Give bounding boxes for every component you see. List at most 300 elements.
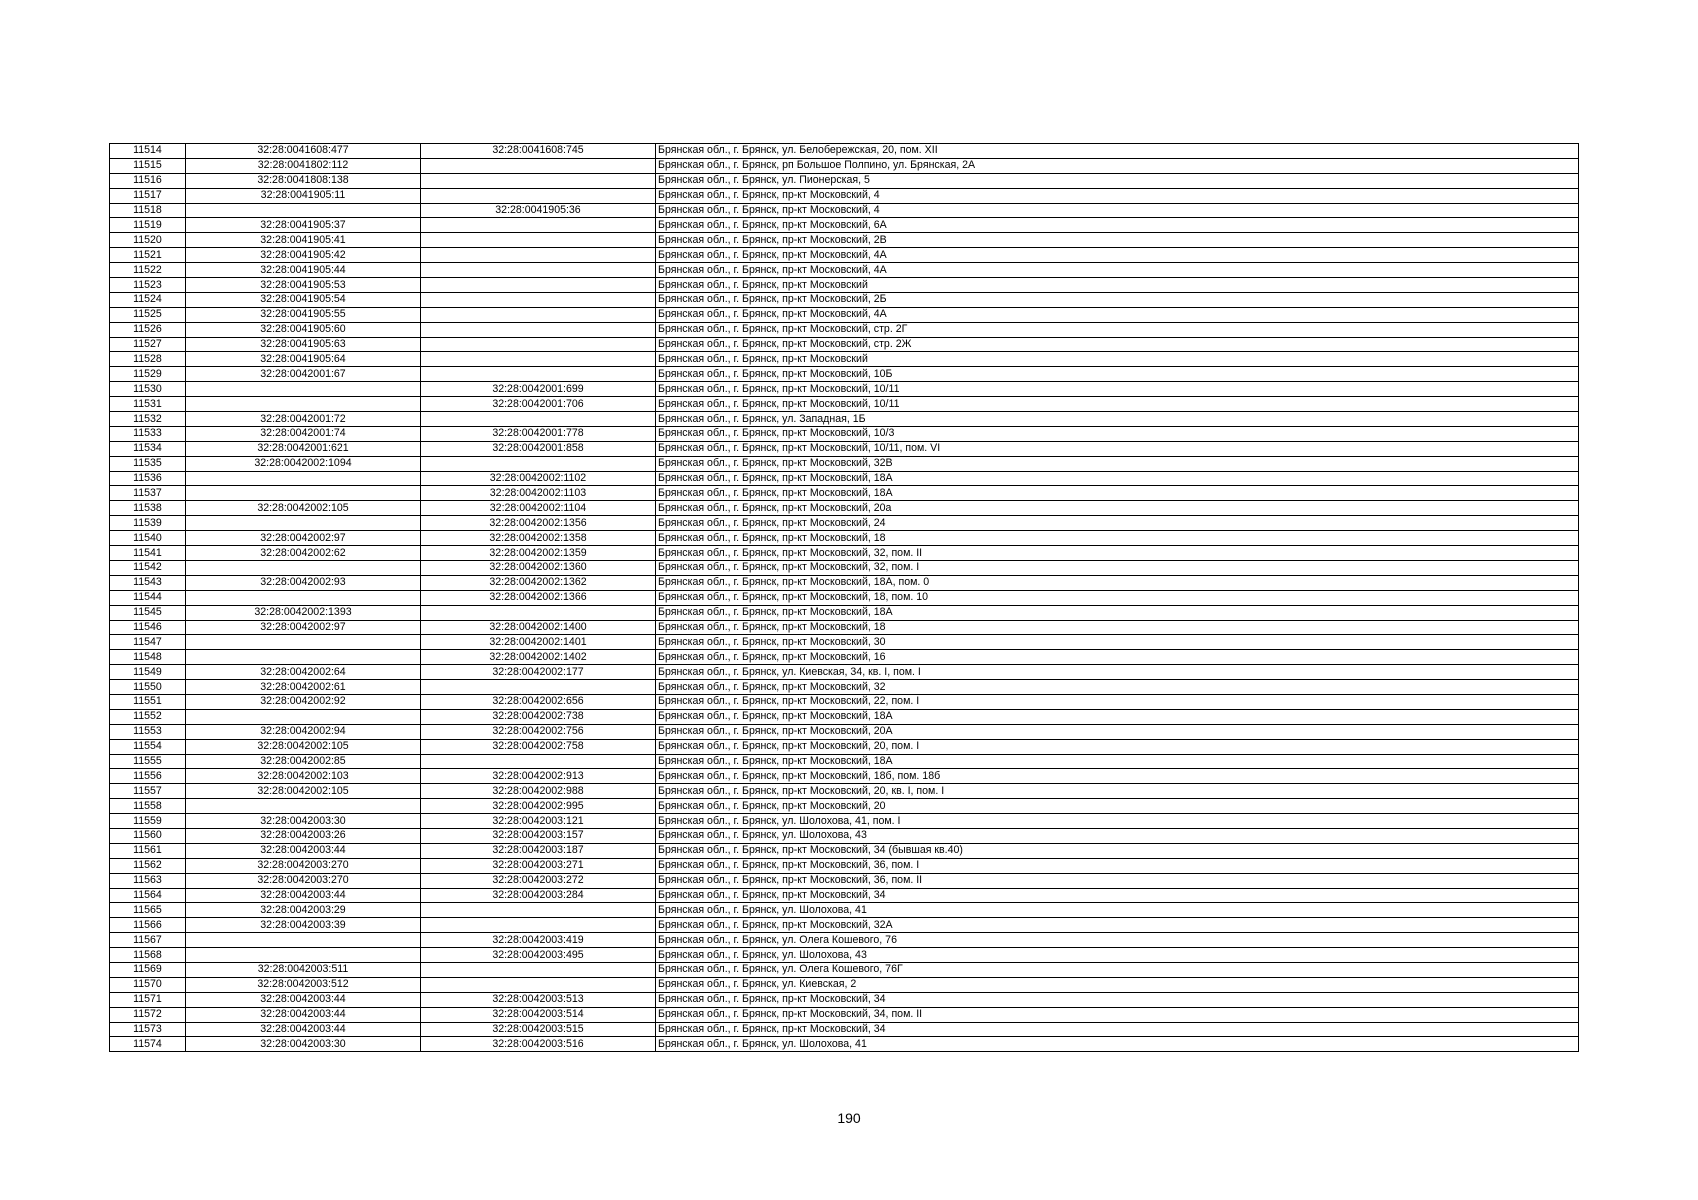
object-cadastral-number-cell: 32:28:0042002:1102 — [421, 471, 656, 486]
object-cadastral-number-cell: 32:28:0042002:656 — [421, 694, 656, 709]
row-number-cell: 11544 — [110, 590, 186, 605]
table-row — [110, 754, 1579, 769]
cadastral-number-cell: 32:28:0041905:53 — [186, 278, 421, 293]
object-cadastral-number-cell: 32:28:0042002:1104 — [421, 501, 656, 516]
cadastral-number-cell — [186, 516, 421, 531]
cadastral-number-cell: 32:28:0041905:44 — [186, 263, 421, 278]
row-number-cell: 11569 — [110, 962, 186, 977]
table-row — [110, 397, 1579, 412]
cadastral-number-cell — [186, 590, 421, 605]
row-number-cell: 11518 — [110, 203, 186, 218]
address-cell: Брянская обл., г. Брянск, пр-кт Московский, 34 — [656, 1022, 1579, 1037]
address-cell: Брянская обл., г. Брянск, ул. Шолохова, 41 — [656, 1037, 1579, 1052]
row-number-cell: 11552 — [110, 709, 186, 724]
cadastral-number-cell — [186, 486, 421, 501]
address-cell: Брянская обл., г. Брянск, ул. Шолохова, 41 — [656, 903, 1579, 918]
address-cell: Брянская обл., г. Брянск, ул. Западная, 1Б — [656, 412, 1579, 427]
table-row — [110, 471, 1579, 486]
row-number-cell: 11537 — [110, 486, 186, 501]
row-number-cell: 11515 — [110, 158, 186, 173]
object-cadastral-number-cell — [421, 158, 656, 173]
row-number-cell: 11533 — [110, 426, 186, 441]
row-number-cell: 11567 — [110, 933, 186, 948]
table-row — [110, 173, 1579, 188]
cadastral-number-cell — [186, 397, 421, 412]
cadastral-number-cell: 32:28:0042001:621 — [186, 441, 421, 456]
object-cadastral-number-cell — [421, 605, 656, 620]
row-number-cell: 11524 — [110, 292, 186, 307]
row-number-cell: 11528 — [110, 352, 186, 367]
object-cadastral-number-cell: 32:28:0042002:1402 — [421, 650, 656, 665]
row-number-cell: 11527 — [110, 337, 186, 352]
table-row — [110, 605, 1579, 620]
table-row — [110, 709, 1579, 724]
cadastral-number-cell: 32:28:0042002:103 — [186, 769, 421, 784]
address-cell: Брянская обл., г. Брянск, пр-кт Московский, 2Б — [656, 292, 1579, 307]
cadastral-number-cell: 32:28:0042001:74 — [186, 426, 421, 441]
table-row — [110, 962, 1579, 977]
table-row — [110, 560, 1579, 575]
address-cell: Брянская обл., г. Брянск, пр-кт Московский, 18А — [656, 486, 1579, 501]
cadastral-number-cell — [186, 933, 421, 948]
table-row — [110, 337, 1579, 352]
object-cadastral-number-cell — [421, 903, 656, 918]
row-number-cell: 11556 — [110, 769, 186, 784]
address-cell: Брянская обл., г. Брянск, пр-кт Московский, 18 — [656, 620, 1579, 635]
address-cell: Брянская обл., г. Брянск, пр-кт Московский, 4А — [656, 307, 1579, 322]
cadastral-number-cell — [186, 203, 421, 218]
address-cell: Брянская обл., г. Брянск, пр-кт Московский, 18б, пом. 18б — [656, 769, 1579, 784]
row-number-cell: 11526 — [110, 322, 186, 337]
row-number-cell: 11560 — [110, 828, 186, 843]
row-number-cell: 11547 — [110, 635, 186, 650]
cadastral-number-cell: 32:28:0042002:1393 — [186, 605, 421, 620]
table-row — [110, 307, 1579, 322]
row-number-cell: 11546 — [110, 620, 186, 635]
object-cadastral-number-cell — [421, 188, 656, 203]
cadastral-number-cell: 32:28:0042003:44 — [186, 888, 421, 903]
address-cell: Брянская обл., г. Брянск, пр-кт Московский, 32В — [656, 456, 1579, 471]
object-cadastral-number-cell: 32:28:0042002:1103 — [421, 486, 656, 501]
address-cell: Брянская обл., г. Брянск, пр-кт Московский, 20 — [656, 799, 1579, 814]
cadastral-number-cell: 32:28:0042002:97 — [186, 620, 421, 635]
cadastral-number-cell: 32:28:0042003:511 — [186, 962, 421, 977]
row-number-cell: 11531 — [110, 397, 186, 412]
row-number-cell: 11554 — [110, 739, 186, 754]
row-number-cell: 11551 — [110, 694, 186, 709]
address-cell: Брянская обл., г. Брянск, пр-кт Московский, 20А — [656, 724, 1579, 739]
object-cadastral-number-cell: 32:28:0042002:1400 — [421, 620, 656, 635]
cadastral-number-cell: 32:28:0042003:44 — [186, 992, 421, 1007]
object-cadastral-number-cell: 32:28:0042002:756 — [421, 724, 656, 739]
address-cell: Брянская обл., г. Брянск, пр-кт Московский, 20, пом. I — [656, 739, 1579, 754]
object-cadastral-number-cell: 32:28:0042003:515 — [421, 1022, 656, 1037]
object-cadastral-number-cell — [421, 322, 656, 337]
object-cadastral-number-cell — [421, 456, 656, 471]
table-row — [110, 933, 1579, 948]
row-number-cell: 11555 — [110, 754, 186, 769]
table-row — [110, 486, 1579, 501]
object-cadastral-number-cell: 32:28:0042002:1359 — [421, 546, 656, 561]
table-row — [110, 873, 1579, 888]
address-cell: Брянская обл., г. Брянск, пр-кт Московский, 36, пом. I — [656, 858, 1579, 873]
table-row — [110, 918, 1579, 933]
cadastral-number-cell: 32:28:0042002:105 — [186, 501, 421, 516]
object-cadastral-number-cell: 32:28:0042002:1362 — [421, 575, 656, 590]
object-cadastral-number-cell: 32:28:0042001:706 — [421, 397, 656, 412]
row-number-cell: 11530 — [110, 382, 186, 397]
row-number-cell: 11574 — [110, 1037, 186, 1052]
table-row — [110, 218, 1579, 233]
address-cell: Брянская обл., г. Брянск, пр-кт Московский, 32, пом. II — [656, 546, 1579, 561]
address-cell: Брянская обл., г. Брянск, пр-кт Московский, 30 — [656, 635, 1579, 650]
row-number-cell: 11570 — [110, 977, 186, 992]
table-row — [110, 828, 1579, 843]
table-row — [110, 784, 1579, 799]
table-row — [110, 888, 1579, 903]
table-row — [110, 144, 1579, 159]
row-number-cell: 11543 — [110, 575, 186, 590]
object-cadastral-number-cell: 32:28:0042003:271 — [421, 858, 656, 873]
table-row — [110, 456, 1579, 471]
cadastral-number-cell — [186, 560, 421, 575]
object-cadastral-number-cell: 32:28:0042003:513 — [421, 992, 656, 1007]
address-cell: Брянская обл., г. Брянск, пр-кт Московский, 34 — [656, 992, 1579, 1007]
address-cell: Брянская обл., г. Брянск, пр-кт Московский, 2В — [656, 233, 1579, 248]
object-cadastral-number-cell: 32:28:0041905:36 — [421, 203, 656, 218]
address-cell: Брянская обл., г. Брянск, ул. Пионерская, 5 — [656, 173, 1579, 188]
table-row — [110, 903, 1579, 918]
cadastral-number-cell: 32:28:0042002:105 — [186, 739, 421, 754]
address-cell: Брянская обл., г. Брянск, пр-кт Московский, 34, пом. II — [656, 1007, 1579, 1022]
row-number-cell: 11536 — [110, 471, 186, 486]
address-cell: Брянская обл., г. Брянск, пр-кт Московский, 4 — [656, 203, 1579, 218]
cadastral-number-cell: 32:28:0041905:11 — [186, 188, 421, 203]
object-cadastral-number-cell: 32:28:0042001:858 — [421, 441, 656, 456]
table-row — [110, 188, 1579, 203]
object-cadastral-number-cell — [421, 218, 656, 233]
object-cadastral-number-cell — [421, 173, 656, 188]
address-cell: Брянская обл., г. Брянск, пр-кт Московский, 4А — [656, 248, 1579, 263]
object-cadastral-number-cell: 32:28:0042002:758 — [421, 739, 656, 754]
cadastral-number-cell: 32:28:0042002:1094 — [186, 456, 421, 471]
address-cell: Брянская обл., г. Брянск, ул. Белобережская, 20, пом. XII — [656, 144, 1579, 159]
cadastral-number-cell: 32:28:0042002:105 — [186, 784, 421, 799]
object-cadastral-number-cell: 32:28:0042003:157 — [421, 828, 656, 843]
address-cell: Брянская обл., г. Брянск, пр-кт Московский, 10/11 — [656, 382, 1579, 397]
table-row — [110, 248, 1579, 263]
object-cadastral-number-cell — [421, 307, 656, 322]
cadastral-number-cell: 32:28:0042003:30 — [186, 814, 421, 829]
cadastral-number-cell: 32:28:0041905:54 — [186, 292, 421, 307]
table-row — [110, 694, 1579, 709]
address-cell: Брянская обл., г. Брянск, пр-кт Московский, 10/11, пом. VI — [656, 441, 1579, 456]
address-cell: Брянская обл., г. Брянск, пр-кт Московский, 10Б — [656, 367, 1579, 382]
table-row — [110, 263, 1579, 278]
address-cell: Брянская обл., г. Брянск, рп Большое Полпино, ул. Брянская, 2А — [656, 158, 1579, 173]
table-row — [110, 724, 1579, 739]
table-row — [110, 233, 1579, 248]
object-cadastral-number-cell — [421, 292, 656, 307]
row-number-cell: 11545 — [110, 605, 186, 620]
cadastral-number-cell: 32:28:0042002:64 — [186, 665, 421, 680]
cadastral-number-cell: 32:28:0042002:85 — [186, 754, 421, 769]
cadastral-number-cell: 32:28:0042003:29 — [186, 903, 421, 918]
object-cadastral-number-cell: 32:28:0042002:995 — [421, 799, 656, 814]
registry-table — [109, 143, 1579, 1052]
registry-page — [109, 143, 1578, 1052]
address-cell: Брянская обл., г. Брянск, пр-кт Московский, 24 — [656, 516, 1579, 531]
row-number-cell: 11571 — [110, 992, 186, 1007]
object-cadastral-number-cell — [421, 412, 656, 427]
table-row — [110, 501, 1579, 516]
address-cell: Брянская обл., г. Брянск, ул. Киевская, 34, кв. I, пом. I — [656, 665, 1579, 680]
table-row — [110, 203, 1579, 218]
address-cell: Брянская обл., г. Брянск, пр-кт Московский, 4А — [656, 263, 1579, 278]
table-row — [110, 352, 1579, 367]
table-row — [110, 665, 1579, 680]
row-number-cell: 11561 — [110, 843, 186, 858]
address-cell: Брянская обл., г. Брянск, пр-кт Московский, 18 — [656, 531, 1579, 546]
row-number-cell: 11557 — [110, 784, 186, 799]
address-cell: Брянская обл., г. Брянск, пр-кт Московский, 34 — [656, 888, 1579, 903]
object-cadastral-number-cell — [421, 367, 656, 382]
row-number-cell: 11538 — [110, 501, 186, 516]
object-cadastral-number-cell — [421, 680, 656, 695]
table-row — [110, 992, 1579, 1007]
address-cell: Брянская обл., г. Брянск, пр-кт Московский, 32А — [656, 918, 1579, 933]
cadastral-number-cell: 32:28:0042002:61 — [186, 680, 421, 695]
address-cell: Брянская обл., г. Брянск, пр-кт Московский, 18А, пом. 0 — [656, 575, 1579, 590]
table-row — [110, 575, 1579, 590]
address-cell: Брянская обл., г. Брянск, пр-кт Московский, 10/3 — [656, 426, 1579, 441]
address-cell: Брянская обл., г. Брянск, ул. Шолохова, 43 — [656, 828, 1579, 843]
object-cadastral-number-cell: 32:28:0042003:495 — [421, 948, 656, 963]
table-row — [110, 948, 1579, 963]
object-cadastral-number-cell: 32:28:0042002:1356 — [421, 516, 656, 531]
row-number-cell: 11572 — [110, 1007, 186, 1022]
object-cadastral-number-cell: 32:28:0041608:745 — [421, 144, 656, 159]
cadastral-number-cell: 32:28:0042003:44 — [186, 843, 421, 858]
cadastral-number-cell: 32:28:0042001:72 — [186, 412, 421, 427]
address-cell: Брянская обл., г. Брянск, пр-кт Московский — [656, 352, 1579, 367]
cadastral-number-cell: 32:28:0041905:41 — [186, 233, 421, 248]
table-row — [110, 799, 1579, 814]
table-row — [110, 1022, 1579, 1037]
row-number-cell: 11573 — [110, 1022, 186, 1037]
object-cadastral-number-cell: 32:28:0042003:121 — [421, 814, 656, 829]
cadastral-number-cell: 32:28:0041808:138 — [186, 173, 421, 188]
cadastral-number-cell: 32:28:0041905:60 — [186, 322, 421, 337]
object-cadastral-number-cell — [421, 248, 656, 263]
table-row — [110, 590, 1579, 605]
row-number-cell: 11548 — [110, 650, 186, 665]
cadastral-number-cell: 32:28:0042002:97 — [186, 531, 421, 546]
cadastral-number-cell — [186, 709, 421, 724]
cadastral-number-cell: 32:28:0041802:112 — [186, 158, 421, 173]
cadastral-number-cell: 32:28:0042002:93 — [186, 575, 421, 590]
row-number-cell: 11534 — [110, 441, 186, 456]
object-cadastral-number-cell: 32:28:0042002:177 — [421, 665, 656, 680]
address-cell: Брянская обл., г. Брянск, пр-кт Московский, 20а — [656, 501, 1579, 516]
table-row — [110, 843, 1579, 858]
cadastral-number-cell — [186, 382, 421, 397]
object-cadastral-number-cell: 32:28:0042002:738 — [421, 709, 656, 724]
row-number-cell: 11542 — [110, 560, 186, 575]
cadastral-number-cell: 32:28:0041905:42 — [186, 248, 421, 263]
object-cadastral-number-cell: 32:28:0042001:778 — [421, 426, 656, 441]
cadastral-number-cell: 32:28:0042002:62 — [186, 546, 421, 561]
object-cadastral-number-cell: 32:28:0042003:419 — [421, 933, 656, 948]
table-row — [110, 158, 1579, 173]
table-row — [110, 814, 1579, 829]
object-cadastral-number-cell — [421, 962, 656, 977]
address-cell: Брянская обл., г. Брянск, пр-кт Московский, 16 — [656, 650, 1579, 665]
object-cadastral-number-cell — [421, 337, 656, 352]
address-cell: Брянская обл., г. Брянск, пр-кт Московский, 36, пом. II — [656, 873, 1579, 888]
row-number-cell: 11514 — [110, 144, 186, 159]
cadastral-number-cell: 32:28:0042003:39 — [186, 918, 421, 933]
table-row — [110, 441, 1579, 456]
table-row — [110, 769, 1579, 784]
row-number-cell: 11529 — [110, 367, 186, 382]
object-cadastral-number-cell — [421, 352, 656, 367]
address-cell: Брянская обл., г. Брянск, пр-кт Московский, 6А — [656, 218, 1579, 233]
object-cadastral-number-cell: 32:28:0042003:284 — [421, 888, 656, 903]
row-number-cell: 11525 — [110, 307, 186, 322]
object-cadastral-number-cell — [421, 977, 656, 992]
row-number-cell: 11541 — [110, 546, 186, 561]
object-cadastral-number-cell: 32:28:0042002:988 — [421, 784, 656, 799]
row-number-cell: 11532 — [110, 412, 186, 427]
table-row — [110, 516, 1579, 531]
cadastral-number-cell: 32:28:0041905:55 — [186, 307, 421, 322]
table-row — [110, 620, 1579, 635]
object-cadastral-number-cell: 32:28:0042002:1358 — [421, 531, 656, 546]
cadastral-number-cell: 32:28:0041905:64 — [186, 352, 421, 367]
object-cadastral-number-cell: 32:28:0042003:272 — [421, 873, 656, 888]
table-row — [110, 546, 1579, 561]
object-cadastral-number-cell: 32:28:0042002:913 — [421, 769, 656, 784]
address-cell: Брянская обл., г. Брянск, пр-кт Московский, 18А — [656, 471, 1579, 486]
object-cadastral-number-cell — [421, 918, 656, 933]
cadastral-number-cell: 32:28:0042003:270 — [186, 873, 421, 888]
cadastral-number-cell: 32:28:0042003:270 — [186, 858, 421, 873]
table-row — [110, 278, 1579, 293]
object-cadastral-number-cell: 32:28:0042002:1401 — [421, 635, 656, 650]
table-row — [110, 739, 1579, 754]
cadastral-number-cell: 32:28:0041905:37 — [186, 218, 421, 233]
cadastral-number-cell — [186, 650, 421, 665]
table-row — [110, 1037, 1579, 1052]
address-cell: Брянская обл., г. Брянск, ул. Шолохова, 41, пом. I — [656, 814, 1579, 829]
table-row — [110, 635, 1579, 650]
object-cadastral-number-cell — [421, 263, 656, 278]
address-cell: Брянская обл., г. Брянск, пр-кт Московский, стр. 2Ж — [656, 337, 1579, 352]
cadastral-number-cell: 32:28:0042002:94 — [186, 724, 421, 739]
object-cadastral-number-cell: 32:28:0042002:1366 — [421, 590, 656, 605]
object-cadastral-number-cell: 32:28:0042003:514 — [421, 1007, 656, 1022]
row-number-cell: 11535 — [110, 456, 186, 471]
cadastral-number-cell: 32:28:0042003:30 — [186, 1037, 421, 1052]
cadastral-number-cell — [186, 471, 421, 486]
row-number-cell: 11550 — [110, 680, 186, 695]
registry-table-body — [110, 144, 1579, 1052]
address-cell: Брянская обл., г. Брянск, пр-кт Московский, стр. 2Г — [656, 322, 1579, 337]
address-cell: Брянская обл., г. Брянск, ул. Шолохова, 43 — [656, 948, 1579, 963]
table-row — [110, 426, 1579, 441]
object-cadastral-number-cell: 32:28:0042002:1360 — [421, 560, 656, 575]
cadastral-number-cell: 32:28:0041905:63 — [186, 337, 421, 352]
row-number-cell: 11549 — [110, 665, 186, 680]
page-number: 190 — [837, 1110, 861, 1126]
row-number-cell: 11539 — [110, 516, 186, 531]
address-cell: Брянская обл., г. Брянск, пр-кт Московский, 32, пом. I — [656, 560, 1579, 575]
row-number-cell: 11553 — [110, 724, 186, 739]
row-number-cell: 11562 — [110, 858, 186, 873]
object-cadastral-number-cell: 32:28:0042003:187 — [421, 843, 656, 858]
address-cell: Брянская обл., г. Брянск, пр-кт Московский, 32 — [656, 680, 1579, 695]
cadastral-number-cell: 32:28:0042003:512 — [186, 977, 421, 992]
table-row — [110, 382, 1579, 397]
address-cell: Брянская обл., г. Брянск, ул. Олега Кошевого, 76Г — [656, 962, 1579, 977]
row-number-cell: 11517 — [110, 188, 186, 203]
row-number-cell: 11516 — [110, 173, 186, 188]
cadastral-number-cell: 32:28:0042002:92 — [186, 694, 421, 709]
cadastral-number-cell — [186, 635, 421, 650]
row-number-cell: 11540 — [110, 531, 186, 546]
row-number-cell: 11559 — [110, 814, 186, 829]
row-number-cell: 11520 — [110, 233, 186, 248]
table-row — [110, 858, 1579, 873]
row-number-cell: 11522 — [110, 263, 186, 278]
table-row — [110, 977, 1579, 992]
row-number-cell: 11523 — [110, 278, 186, 293]
row-number-cell: 11558 — [110, 799, 186, 814]
table-row — [110, 680, 1579, 695]
cadastral-number-cell: 32:28:0042001:67 — [186, 367, 421, 382]
table-row — [110, 412, 1579, 427]
address-cell: Брянская обл., г. Брянск, ул. Киевская, 2 — [656, 977, 1579, 992]
table-row — [110, 1007, 1579, 1022]
address-cell: Брянская обл., г. Брянск, пр-кт Московский, 18А — [656, 754, 1579, 769]
address-cell: Брянская обл., г. Брянск, пр-кт Московский, 4 — [656, 188, 1579, 203]
table-row — [110, 531, 1579, 546]
row-number-cell: 11564 — [110, 888, 186, 903]
address-cell: Брянская обл., г. Брянск, пр-кт Московский, 20, кв. I, пом. I — [656, 784, 1579, 799]
object-cadastral-number-cell — [421, 233, 656, 248]
cadastral-number-cell: 32:28:0042003:26 — [186, 828, 421, 843]
row-number-cell: 11521 — [110, 248, 186, 263]
address-cell: Брянская обл., г. Брянск, пр-кт Московский, 34 (бывшая кв.40) — [656, 843, 1579, 858]
object-cadastral-number-cell: 32:28:0042003:516 — [421, 1037, 656, 1052]
row-number-cell: 11565 — [110, 903, 186, 918]
table-row — [110, 367, 1579, 382]
row-number-cell: 11519 — [110, 218, 186, 233]
address-cell: Брянская обл., г. Брянск, пр-кт Московский, 10/11 — [656, 397, 1579, 412]
address-cell: Брянская обл., г. Брянск, пр-кт Московский, 18, пом. 10 — [656, 590, 1579, 605]
address-cell: Брянская обл., г. Брянск, пр-кт Московский — [656, 278, 1579, 293]
table-row — [110, 322, 1579, 337]
object-cadastral-number-cell: 32:28:0042001:699 — [421, 382, 656, 397]
row-number-cell: 11563 — [110, 873, 186, 888]
address-cell: Брянская обл., г. Брянск, ул. Олега Кошевого, 76 — [656, 933, 1579, 948]
table-row — [110, 292, 1579, 307]
cadastral-number-cell: 32:28:0042003:44 — [186, 1007, 421, 1022]
address-cell: Брянская обл., г. Брянск, пр-кт Московский, 18А — [656, 605, 1579, 620]
table-row — [110, 650, 1579, 665]
address-cell: Брянская обл., г. Брянск, пр-кт Московский, 22, пом. I — [656, 694, 1579, 709]
